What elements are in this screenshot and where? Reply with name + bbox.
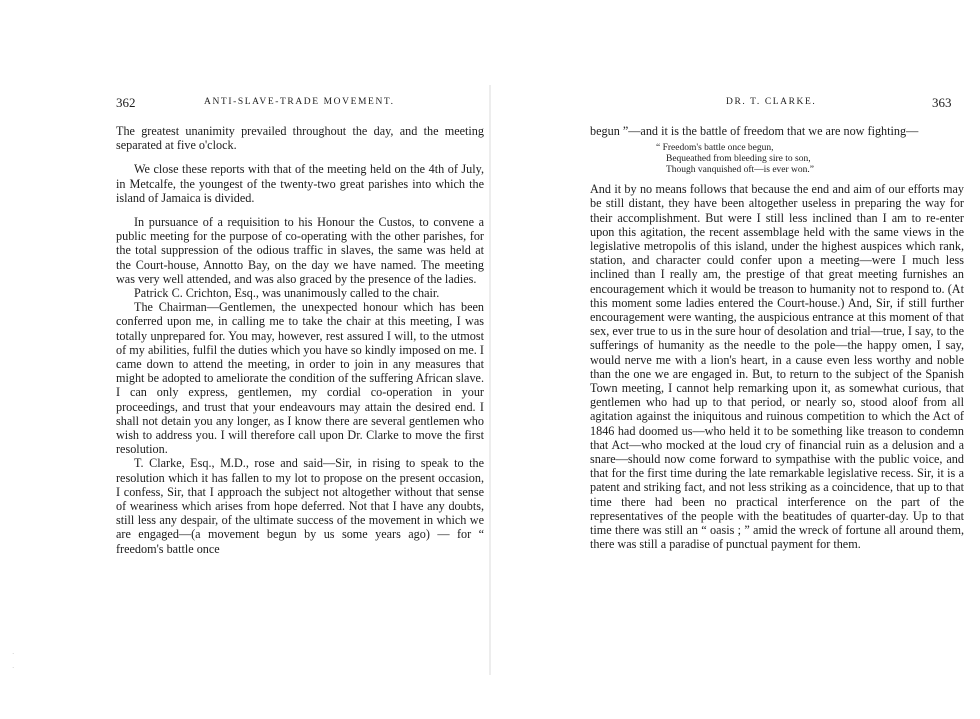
left-running-head: ANTI-SLAVE-TRADE MOVEMENT. [204,97,395,107]
paragraph: T. Clarke, Esq., M.D., rose and said—Sir, in rising to speak to the resolution which it has fallen to my lot to propose on the present occasion, I confess, Sir, that I approach the subject not altogether without that sense of weariness which arises from hope deferred. Not that I have any doubts, still less any despair, of the ultimate success of the movement in which we are engaged—(a movement begun by us some years ago) — for “ freedom's battle once [116,456,484,556]
right-page-number: 363 [932,95,952,110]
left-page-number: 362 [116,95,136,110]
margin-speck: · [12,650,15,658]
paragraph: Patrick C. Crichton, Esq., was unanimously called to the chair. [134,286,440,301]
verse-line: Though vanquished oft—is ever won.” [666,165,815,176]
paragraph: We close these reports with that of the meeting held on the 4th of July, in Metcalfe, the youngest of the twenty-two great parishes into which the island of Jamaica is divided. [116,162,484,205]
paragraph: And it by no means follows that because the end and aim of our efforts may be still distant, they have been altogether useless in preparing the way for their accomplishment. But were I still less inclined than I am to re-enter upon this agitation, the recent assemblage held with the same views in the legislative metropolis of this island, under the highest auspices which rank, station, and character could confer upon a meeting—were I much less inclined than I really am, the prestige of that great meeting furnishes an encouragement which it would be treason to humanity not to respond to. (At this moment some ladies entered the Court-house.) And, Sir, if still further encouragement were wanting, the auspicious entrance at this moment of that sex, ever true to us in the sure hour of desolation and trial—true, I say, to the sufferings of humanity as the needle to the pole—the happy omen, I say, would nerve me with a lion's heart, in a cause even less worthy and noble than the one we are engaged in. But, to return to the subject of the Spanish Town meeting, I cannot help remarking upon it, as somewhat curious, that gentlemen who had up to that period, or nearly so, stood aloof from all agitation against the iniquitous and ruinous competition to which the Act of 1846 had doomed us—who held it to be something like treason to condemn that Act—who mocked at the loud cry of financial ruin as a delusion and a snare—should now come forward to sympathise with the public voice, and that for the first time during the late remarkable legislative recess. Sir, it is a patent and striking fact, and not less striking as a coincidence, that up to that time there had been no practical interference on the part of the representatives of the people with the beatitudes of quarter-day. Up to that time there was still an “ oasis ; ” amid the wreck of fortune all around them, there was still a paradise of punctual payment for them. [590,182,964,552]
right-page [490,0,980,719]
verse-quote [656,143,964,176]
verse-line: “ Freedom's battle once begun, [656,143,774,154]
margin-speck: · [12,664,15,672]
paragraph: The greatest unanimity prevailed throughout the day, and the meeting separated at five o'clock. [116,124,484,153]
right-body-text [590,124,964,551]
paragraph: begun ”—and it is the battle of freedom that we are now fighting— [590,124,919,138]
verse-line: Bequeathed from bleeding sire to son, [666,154,811,165]
paragraph: In pursuance of a requisition to his Honour the Custos, to convene a public meeting for the purpose of co-operating with the other parishes, for the total suppression of the odious traffic in slaves, the same was held at the Court-house, Annotto Bay, on the day we have named. The meeting was very well attended, and was also graced by the presence of the ladies. [116,215,484,286]
paragraph: The Chairman—Gentlemen, the unexpected honour which has been conferred upon me, in calling me to take the chair at this meeting, I was totally unprepared for. You may, however, rest assured I will, to the utmost of my abilities, fulfil the duties which you have so kindly imposed on me. I came down to attend the meeting, in order to join in any measures that might be adopted to ameliorate the condition of the suffering African slave. I can only express, gentlemen, my cordial co-operation in your proceedings, and trust that your endeavours may attain the desired end. I shall not detain you any longer, as I know there are several gentlemen who wish to address you. I will therefore call upon Dr. Clarke to move the first resolution. [116,300,484,457]
right-running-head: DR. T. CLARKE. [726,97,817,107]
left-body-text [116,124,484,556]
